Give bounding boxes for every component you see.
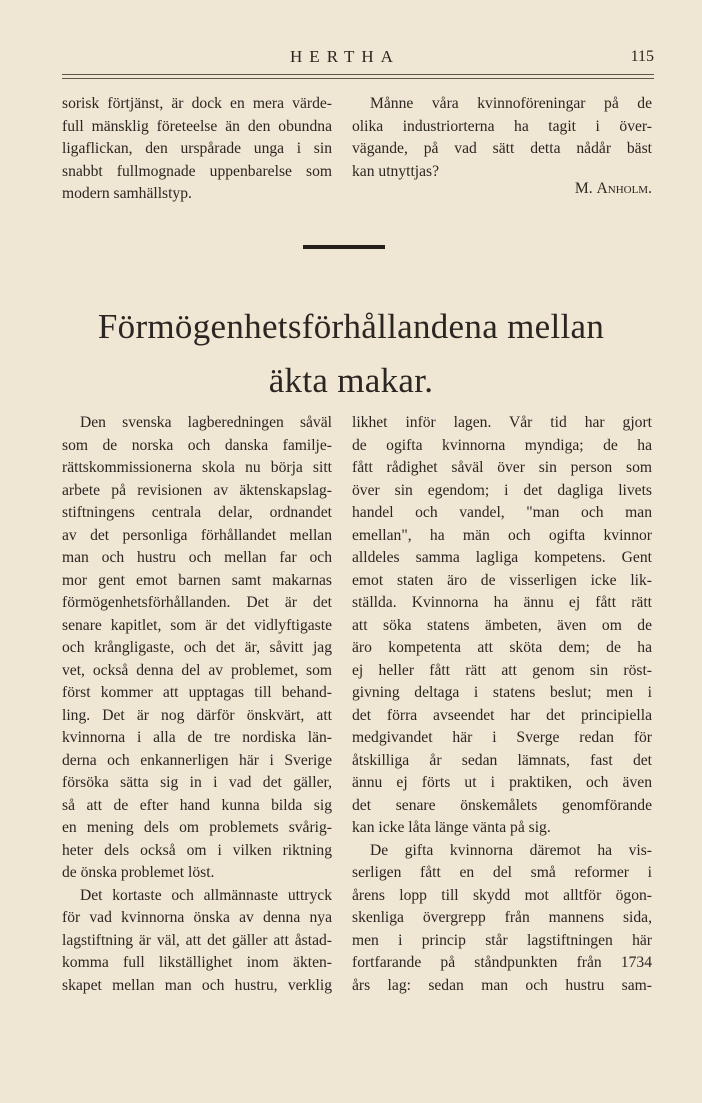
text-line: full mänsklig företeelse än den obundna [62,117,332,135]
text-line: fått rådighet såväl över sin person som [352,459,652,476]
text-line: ling. Det är nog därför önskvärt, att [62,706,332,724]
text-line: De gifta kvinnorna däremot ha vis- [370,841,652,859]
text-line: över sin egendom; i det dagliga livets [352,481,652,499]
text-line: åtskilliga år sedan lämnats, fast det [352,751,652,769]
section-divider [303,245,385,249]
text-line: senare kapitlet, som är det vidlyftigaste [62,616,332,634]
text-line: skenliga övergrepp från mannens sida, [352,909,652,926]
text-line: Det kortaste och allmännaste uttryck [80,886,332,904]
text-line: de ogifta kvinnorna myndiga; de ha [352,436,652,454]
text-line: mor gent emot barnen samt makarnas [62,571,332,589]
text-line: ställda. Kvinnorna ha ännu ej fått rätt [352,594,652,611]
text-line: derna och enkannerligen här i Sverige [62,751,332,769]
text-line: äro kompetenta att sköta dem; de ha [352,639,652,656]
text-line: årens lopp till skydd mot alltför ögon- [352,886,652,904]
author-signature [380,178,652,201]
text-line: alldeles samma lagliga kompetens. Gent [352,549,652,566]
text-line: kvinnorna i alla de tre nordiska län- [62,729,332,746]
text-line: lagstiftning är väl, att det gäller att åstad- [62,931,332,949]
text-line: och krångligaste, och det är, såvitt jag [62,639,332,656]
text-line: att söka statens ämbeten, även om de [352,616,652,634]
text-line: givning deltaga i statens beslut; men i [352,684,652,701]
text-line: de önska problemet löst. [62,864,215,881]
text-line: ej heller fått rätt att genom sin röst- [352,661,652,679]
text-line: snabbt fullmognade uppenbarelse som [62,162,332,180]
text-line: för vad kvinnorna önska av denna nya [62,909,332,926]
text-line: kan utnyttjas? [352,162,440,180]
text-line: komma full likställighet inom äkten- [62,954,332,971]
running-title: HERTHA [290,47,400,66]
text-line: skapet mellan man och hustru, verklig [62,976,332,994]
text-line: först kommer att upptagas till behand- [62,684,332,701]
text-line: så att de efter hand kunna bilda sig [62,796,332,814]
text-line: en mening dels om problemets svårig- [62,819,332,836]
text-line: Den svenska lagberedningen såväl [80,414,332,431]
header-rule-top [62,74,654,75]
text-line: emellan", ha män och ogifta kvinnor [352,526,652,544]
text-line: Månne våra kvinnoföreningar på de [370,95,652,112]
text-line: serligen fått en del små reformer i [352,864,652,881]
text-line: sorisk förtjänst, är dock en mera värde- [62,95,332,112]
text-line: ligaflickan, den urspårade unga i sin [62,140,332,157]
prev-article-left-column [62,93,332,206]
article-title-line-1: Förmögenhetsförhållandena mellan [97,307,605,346]
text-line: heter dels också om i vilken riktning [62,841,332,859]
text-line: handel och vandel, "man och man [352,504,652,521]
text-line: förmögenhetsförhållanden. Det är det [62,594,332,611]
text-line: vet, också denna del av problemet, som [62,661,332,679]
text-line: som de norska och danska familje- [62,436,332,454]
article-title-line-2: äkta makar. [268,361,434,400]
text-line: olika industriorterna ha tagit i över- [352,117,652,135]
text-line: det förra avseendet har det principiella [352,706,652,724]
text-line: likhet inför lagen. Vår tid har gjort [352,414,652,431]
prev-article-right-column [352,93,652,183]
text-line: av det personliga förhållandet mellan [62,526,332,544]
article-right-column [352,412,652,997]
text-line: försöka sätta sig in i vad det gäller, [62,774,332,791]
text-line: stiftningens centrala delar, ordnandet [62,504,332,521]
signature-name: Anholm. [596,180,652,197]
text-line: års lag: sedan man och hustru sam- [352,976,652,994]
text-line: man och hustru och mellan far och [62,549,332,566]
text-line: rättskommissionerna skola nu börja sitt [62,459,332,476]
text-line: fortfarande på ståndpunkten från 1734 [352,954,652,971]
text-line: ännu ej förts ut i praktiken, och även [352,774,652,791]
text-line: emot staten äro de visserligen icke lik- [352,571,652,589]
text-line: modern samhällstyp. [62,185,192,202]
text-line: medgivandet här i Sverge redan för [352,729,652,746]
signature-initial: M. [574,180,593,197]
text-line: men i princip står lagstiftningen här [352,931,652,949]
article-title [40,300,662,408]
text-line: arbete på revisionen av äktenskapslag- [62,481,332,499]
page-number: 115 [630,48,654,65]
article-left-column [62,412,332,997]
text-line: det senare önskemålets genomförande [352,796,652,814]
text-line: vägande, på vad sätt detta nådår bäst [352,140,652,157]
header-rule-bottom [62,78,654,79]
text-line: kan icke låta länge vänta på sig. [352,819,551,836]
